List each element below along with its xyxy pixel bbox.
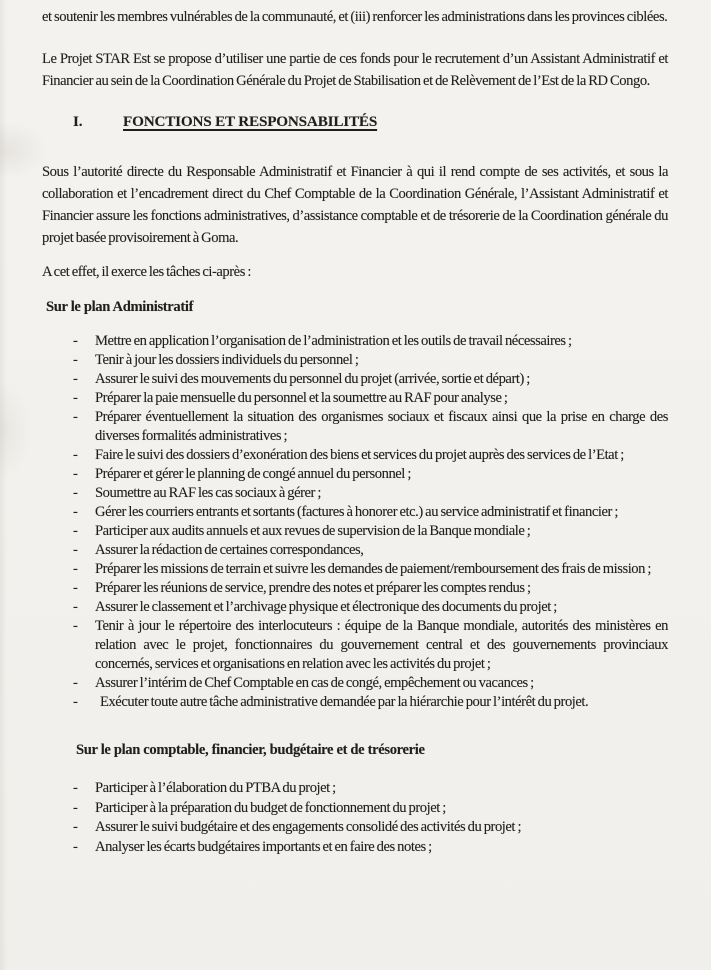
- tasks-intro-paragraph: A cet effet, il exerce les tâches ci-après :: [42, 264, 251, 280]
- dash-bullet: -: [73, 333, 78, 349]
- task-item: [73, 598, 668, 617]
- task-item: [73, 370, 668, 389]
- dash-bullet: -: [73, 447, 78, 463]
- finance-task-list: [42, 779, 668, 857]
- task-item: [73, 389, 668, 408]
- dash-bullet: -: [73, 675, 78, 691]
- task-text: Assurer la rédaction de certaines correspondances,: [95, 542, 364, 558]
- task-item: [73, 617, 668, 674]
- task-text: Mettre en application l’organisation de l’administration et les outils de travail nécessaires ;: [95, 333, 572, 349]
- dash-bullet: -: [73, 599, 78, 615]
- task-item: [73, 779, 668, 799]
- task-text: Assurer l’intérim de Chef Comptable en cas de congé, empêchement ou vacances ;: [95, 675, 534, 691]
- admin-task-list: [42, 332, 668, 712]
- task-item: [73, 799, 668, 819]
- task-text: Tenir à jour le répertoire des interlocuteurs : équipe de la Banque mondiale, autorités des ministères en relation avec le projet, fonctionnaires du gouvernement central et des gouvernements provinciaux concernés, services et organisations en relation avec les activités du projet ;: [95, 618, 668, 672]
- dash-bullet: -: [73, 819, 78, 835]
- task-text: Participer aux audits annuels et aux revues de supervision de la Banque mondiale ;: [95, 523, 531, 539]
- task-text: Participer à l’élaboration du PTBA du projet ;: [95, 780, 336, 796]
- dash-bullet: -: [73, 371, 78, 387]
- dash-bullet: -: [73, 694, 78, 710]
- task-text: Préparer la paie mensuelle du personnel et la soumettre au RAF pour analyse ;: [95, 390, 508, 406]
- dash-bullet: -: [73, 390, 78, 406]
- task-text: Préparer les missions de terrain et suivre les demandes de paiement/remboursement des frais de mission ;: [95, 561, 651, 577]
- task-text: Exécuter toute autre tâche administrative demandée par la hiérarchie pour l’intérêt du projet.: [100, 694, 589, 710]
- task-item: [73, 484, 668, 503]
- section-numeral: I.: [73, 113, 83, 130]
- intro-continuation-paragraph: et soutenir les membres vulnérables de la communauté, et (iii) renforcer les administrations dans les provinces ciblées.: [42, 9, 668, 25]
- dash-bullet: -: [73, 352, 78, 368]
- task-item: [73, 560, 668, 579]
- task-text: Assurer le suivi budgétaire et des engagements consolidé des activités du projet ;: [95, 819, 522, 835]
- dash-bullet: -: [73, 838, 78, 855]
- admin-subheading: Sur le plan Administratif: [46, 299, 194, 315]
- task-text: Participer à la préparation du budget de fonctionnement du projet ;: [95, 799, 446, 816]
- dash-bullet: -: [73, 523, 78, 539]
- section-heading: [73, 111, 668, 132]
- dash-bullet: -: [73, 780, 78, 796]
- task-text: Gérer les courriers entrants et sortants (factures à honorer etc.) au service administratif et financier ;: [95, 504, 618, 520]
- task-text: Faire le suivi des dossiers d’exonération des biens et services du projet auprès des services de l’Etat ;: [95, 447, 624, 463]
- dash-bullet: -: [73, 561, 78, 577]
- dash-bullet: -: [73, 504, 78, 520]
- task-item: [73, 818, 668, 838]
- task-text: Assurer le suivi des mouvements du personnel du projet (arrivée, sortie et départ) ;: [95, 371, 530, 387]
- task-item: [73, 503, 668, 522]
- dash-bullet: -: [73, 409, 78, 425]
- task-item: [73, 522, 668, 541]
- task-text: Préparer et gérer le planning de congé annuel du personnel ;: [95, 466, 411, 482]
- task-item: [73, 408, 668, 446]
- task-item: [73, 332, 668, 351]
- task-text: Préparer éventuellement la situation des organismes sociaux et fiscaux ainsi que la prise en charge des diverses formalités administratives ;: [95, 409, 668, 444]
- dash-bullet: -: [73, 618, 78, 634]
- task-text: Soumettre au RAF les cas sociaux à gérer ;: [95, 485, 321, 501]
- authority-paragraph: Sous l’autorité directe du Responsable Administratif et Financier à qui il rend compte de ses activités, et sous la collaboration et l’encadrement direct du Chef Comptable de la Coordination Générale, l’Assistant Administratif et Financier assure les fonctions administratives, d’assistance comptable et de trésorerie de la Coordination générale du projet basée provisoirement à Goma.: [42, 164, 668, 246]
- dash-bullet: -: [73, 485, 78, 501]
- task-item: [73, 465, 668, 484]
- dash-bullet: -: [73, 799, 78, 816]
- task-text: Préparer les réunions de service, prendre des notes et préparer les comptes rendus ;: [95, 580, 531, 596]
- dash-bullet: -: [73, 466, 78, 482]
- task-item: [73, 838, 668, 858]
- finance-subheading: Sur le plan comptable, financier, budgétaire et de trésorerie: [76, 742, 425, 758]
- task-item: [73, 674, 668, 693]
- section-title: FONCTIONS ET RESPONSABILITÉS: [123, 113, 378, 130]
- task-text: Assurer le classement et l’archivage physique et électronique des documents du projet ;: [95, 599, 557, 615]
- task-item: [73, 693, 668, 712]
- task-text: Analyser les écarts budgétaires importants et en faire des notes ;: [95, 838, 432, 855]
- task-item: [73, 541, 668, 560]
- star-project-paragraph: Le Projet STAR Est se propose d’utiliser une partie de ces fonds pour le recrutement d’un Assistant Administratif et Financier au sein de la Coordination Générale du Projet de Stabilisation et de Relèvement de l’Est de la RD Congo.: [42, 51, 668, 89]
- task-item: [73, 446, 668, 465]
- dash-bullet: -: [73, 542, 78, 558]
- task-item: [73, 351, 668, 370]
- dash-bullet: -: [73, 580, 78, 596]
- task-item: [73, 579, 668, 598]
- task-text: Tenir à jour les dossiers individuels du personnel ;: [95, 352, 359, 368]
